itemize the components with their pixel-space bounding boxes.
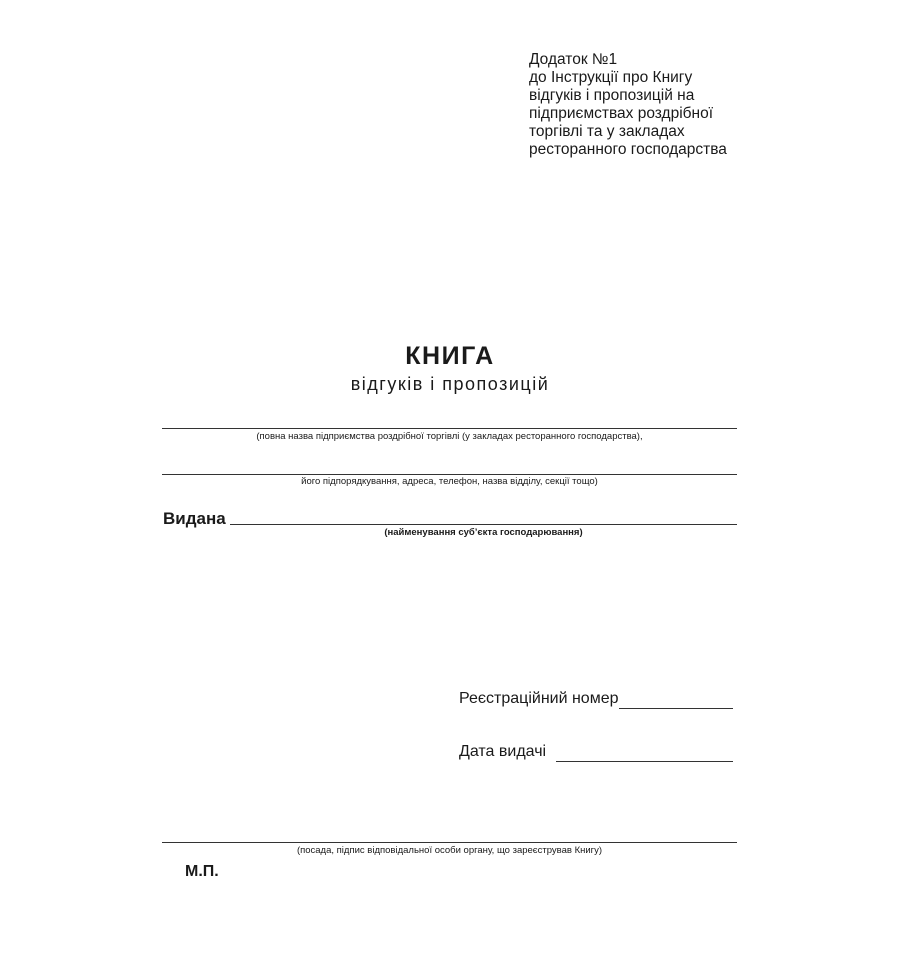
document-title: КНИГА — [405, 342, 495, 370]
issued-caption: (найменування суб’єкта господарювання) — [384, 527, 583, 538]
appendix-line: Додаток №1 — [529, 51, 618, 68]
appendix-line: до Інструкції про Книгу — [529, 69, 693, 86]
enterprise-caption-1: (повна назва підприємства роздрібної торгівлі (у закладах ресторанного господарства), — [256, 431, 643, 442]
issue-date-label: Дата видачі — [459, 743, 547, 760]
issued-label: Видана — [163, 509, 226, 528]
reg-number-label: Реєстраційний номер — [459, 690, 619, 707]
reg-number-line[interactable] — [619, 708, 733, 709]
appendix-line: ресторанного господарства — [529, 141, 727, 158]
enterprise-caption-2: його підпорядкування, адреса, телефон, назва відділу, секції тощо) — [301, 476, 598, 487]
stamp-place-label: М.П. — [185, 863, 219, 880]
document-subtitle: відгуків і пропозицій — [350, 374, 550, 394]
appendix-line: відгуків і пропозицій на — [529, 87, 695, 104]
official-caption: (посада, підпис відповідальної особи органу, що зареєстрував Книгу) — [296, 845, 603, 856]
appendix-line: підприємствах роздрібної — [529, 105, 714, 122]
appendix-line: торгівлі та у закладах — [529, 123, 685, 140]
issue-date-line[interactable] — [556, 761, 733, 762]
enterprise-name-line[interactable] — [162, 428, 737, 429]
appendix-note — [529, 51, 779, 159]
official-signature-line[interactable] — [162, 842, 737, 843]
enterprise-details-line[interactable] — [162, 474, 737, 475]
issued-to-line[interactable] — [230, 524, 737, 525]
